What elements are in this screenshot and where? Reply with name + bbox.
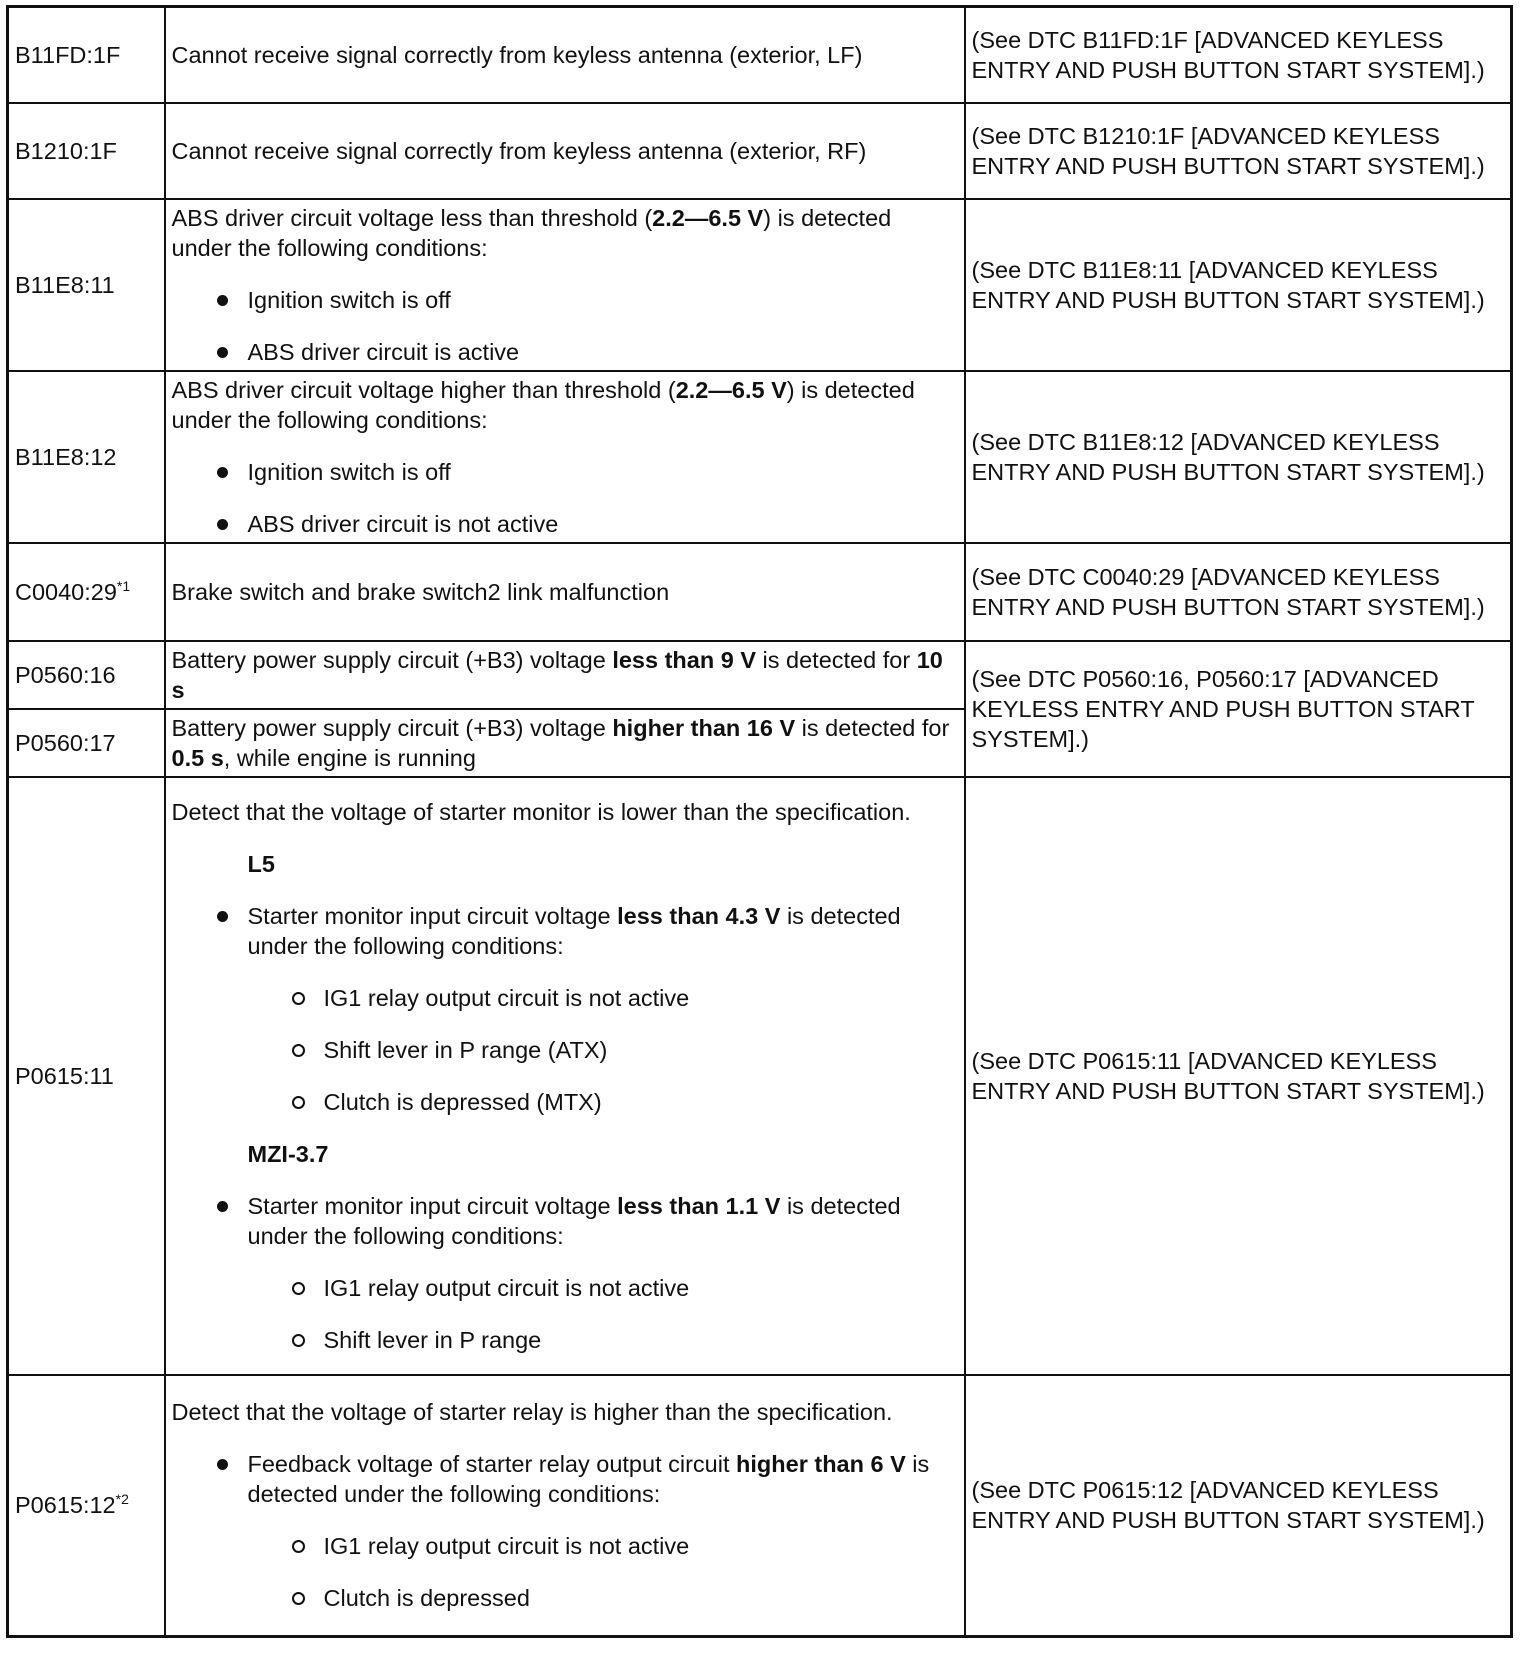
footnote-marker: *1 bbox=[116, 577, 131, 594]
table-row bbox=[8, 103, 1512, 199]
table-row bbox=[8, 777, 1512, 1375]
dtc-code: B11FD:1F bbox=[8, 7, 165, 103]
dtc-reference[interactable]: (See DTC C0040:29 [ADVANCED KEYLESS ENTRY AND PUSH BUTTON START SYSTEM].) bbox=[965, 543, 1512, 641]
dtc-code: P0615:11 bbox=[8, 777, 165, 1375]
list-item: Clutch is depressed (MTX) bbox=[172, 1087, 958, 1117]
dtc-description: Detect that the voltage of starter relay is higher than the specification. Feedback voltage of starter relay output circuit higher than 6 V is detected under the following conditions: IG1 relay output circuit is not active Clutch is depressed bbox=[165, 1375, 965, 1637]
list-item: IG1 relay output circuit is not active bbox=[172, 1273, 958, 1303]
list-item: Starter monitor input circuit voltage less than 4.3 V is detected under the following conditions: bbox=[172, 901, 958, 961]
table-row bbox=[8, 1375, 1512, 1637]
list-item: IG1 relay output circuit is not active bbox=[172, 1531, 958, 1561]
table-row bbox=[8, 543, 1512, 641]
dtc-code: C0040:29$^{*1}$ bbox=[8, 543, 165, 641]
list-item: Shift lever in P range (ATX) bbox=[172, 1035, 958, 1065]
section-title: L5 bbox=[247, 850, 275, 877]
dtc-description: Cannot receive signal correctly from keyless antenna (exterior, RF) bbox=[165, 103, 965, 199]
dtc-reference[interactable]: (See DTC B1210:1F [ADVANCED KEYLESS ENTRY AND PUSH BUTTON START SYSTEM].) bbox=[965, 103, 1512, 199]
dtc-reference[interactable]: (See DTC B11E8:11 [ADVANCED KEYLESS ENTRY AND PUSH BUTTON START SYSTEM].) bbox=[965, 199, 1512, 371]
dtc-code: P0560:16 bbox=[8, 641, 165, 709]
dtc-reference[interactable]: (See DTC B11E8:12 [ADVANCED KEYLESS ENTRY AND PUSH BUTTON START SYSTEM].) bbox=[965, 371, 1512, 543]
list-item: IG1 relay output circuit is not active bbox=[172, 983, 958, 1013]
list-item: Feedback voltage of starter relay output circuit higher than 6 V is detected under the following conditions: bbox=[172, 1449, 958, 1509]
list-item: Ignition switch is off bbox=[172, 285, 958, 315]
list-item: ABS driver circuit is not active bbox=[172, 509, 958, 539]
dtc-reference[interactable]: (See DTC P0560:16, P0560:17 [ADVANCED KEYLESS ENTRY AND PUSH BUTTON START SYSTEM].) bbox=[965, 641, 1512, 777]
dtc-description: ABS driver circuit voltage less than threshold (2.2—6.5 V) is detected under the following conditions: Ignition switch is off ABS driver circuit is active bbox=[165, 199, 965, 371]
section-title: MZI-3.7 bbox=[247, 1140, 329, 1167]
list-item: Clutch is depressed bbox=[172, 1583, 958, 1613]
list-item: ABS driver circuit is active bbox=[172, 337, 958, 367]
footnote-marker: *2 bbox=[115, 1491, 129, 1508]
dtc-code: B11E8:11 bbox=[8, 199, 165, 371]
dtc-description: Brake switch and brake switch2 link malfunction bbox=[165, 543, 965, 641]
table-row bbox=[8, 641, 1512, 709]
list-item: Shift lever in P range bbox=[172, 1325, 958, 1355]
dtc-code: P0560:17 bbox=[8, 709, 165, 777]
dtc-description: Battery power supply circuit (+B3) voltage higher than 16 V is detected for 0.5 s, while engine is running bbox=[165, 709, 965, 777]
list-item: Ignition switch is off bbox=[172, 457, 958, 487]
dtc-description: Battery power supply circuit (+B3) voltage less than 9 V is detected for 10 s bbox=[165, 641, 965, 709]
dtc-code: P0615:12$^{*2}$ bbox=[8, 1375, 165, 1637]
dtc-description: ABS driver circuit voltage higher than threshold (2.2—6.5 V) is detected under the following conditions: Ignition switch is off ABS driver circuit is not active bbox=[165, 371, 965, 543]
dtc-reference[interactable]: (See DTC P0615:12 [ADVANCED KEYLESS ENTRY AND PUSH BUTTON START SYSTEM].) bbox=[965, 1375, 1512, 1637]
dtc-table bbox=[6, 5, 1513, 1638]
table-row bbox=[8, 199, 1512, 371]
dtc-code: B11E8:12 bbox=[8, 371, 165, 543]
dtc-description: Detect that the voltage of starter monitor is lower than the specification. L5 Starter monitor input circuit voltage less than 4.3 V is detected under the following conditions: IG1 relay output circuit is not active Shift lever in P range (ATX) Clutch is depressed (MTX) MZI-3.7 Starter monitor input circuit voltage less than 1.1 V is detected under the following conditions: IG1 relay output circuit is not active Shift lever in P range bbox=[165, 777, 965, 1375]
table-row bbox=[8, 371, 1512, 543]
table-row bbox=[8, 7, 1512, 103]
list-item: Starter monitor input circuit voltage less than 1.1 V is detected under the following conditions: bbox=[172, 1191, 958, 1251]
dtc-reference[interactable]: (See DTC P0615:11 [ADVANCED KEYLESS ENTRY AND PUSH BUTTON START SYSTEM].) bbox=[965, 777, 1512, 1375]
dtc-description: Cannot receive signal correctly from keyless antenna (exterior, LF) bbox=[165, 7, 965, 103]
dtc-code: B1210:1F bbox=[8, 103, 165, 199]
dtc-reference[interactable]: (See DTC B11FD:1F [ADVANCED KEYLESS ENTRY AND PUSH BUTTON START SYSTEM].) bbox=[965, 7, 1512, 103]
